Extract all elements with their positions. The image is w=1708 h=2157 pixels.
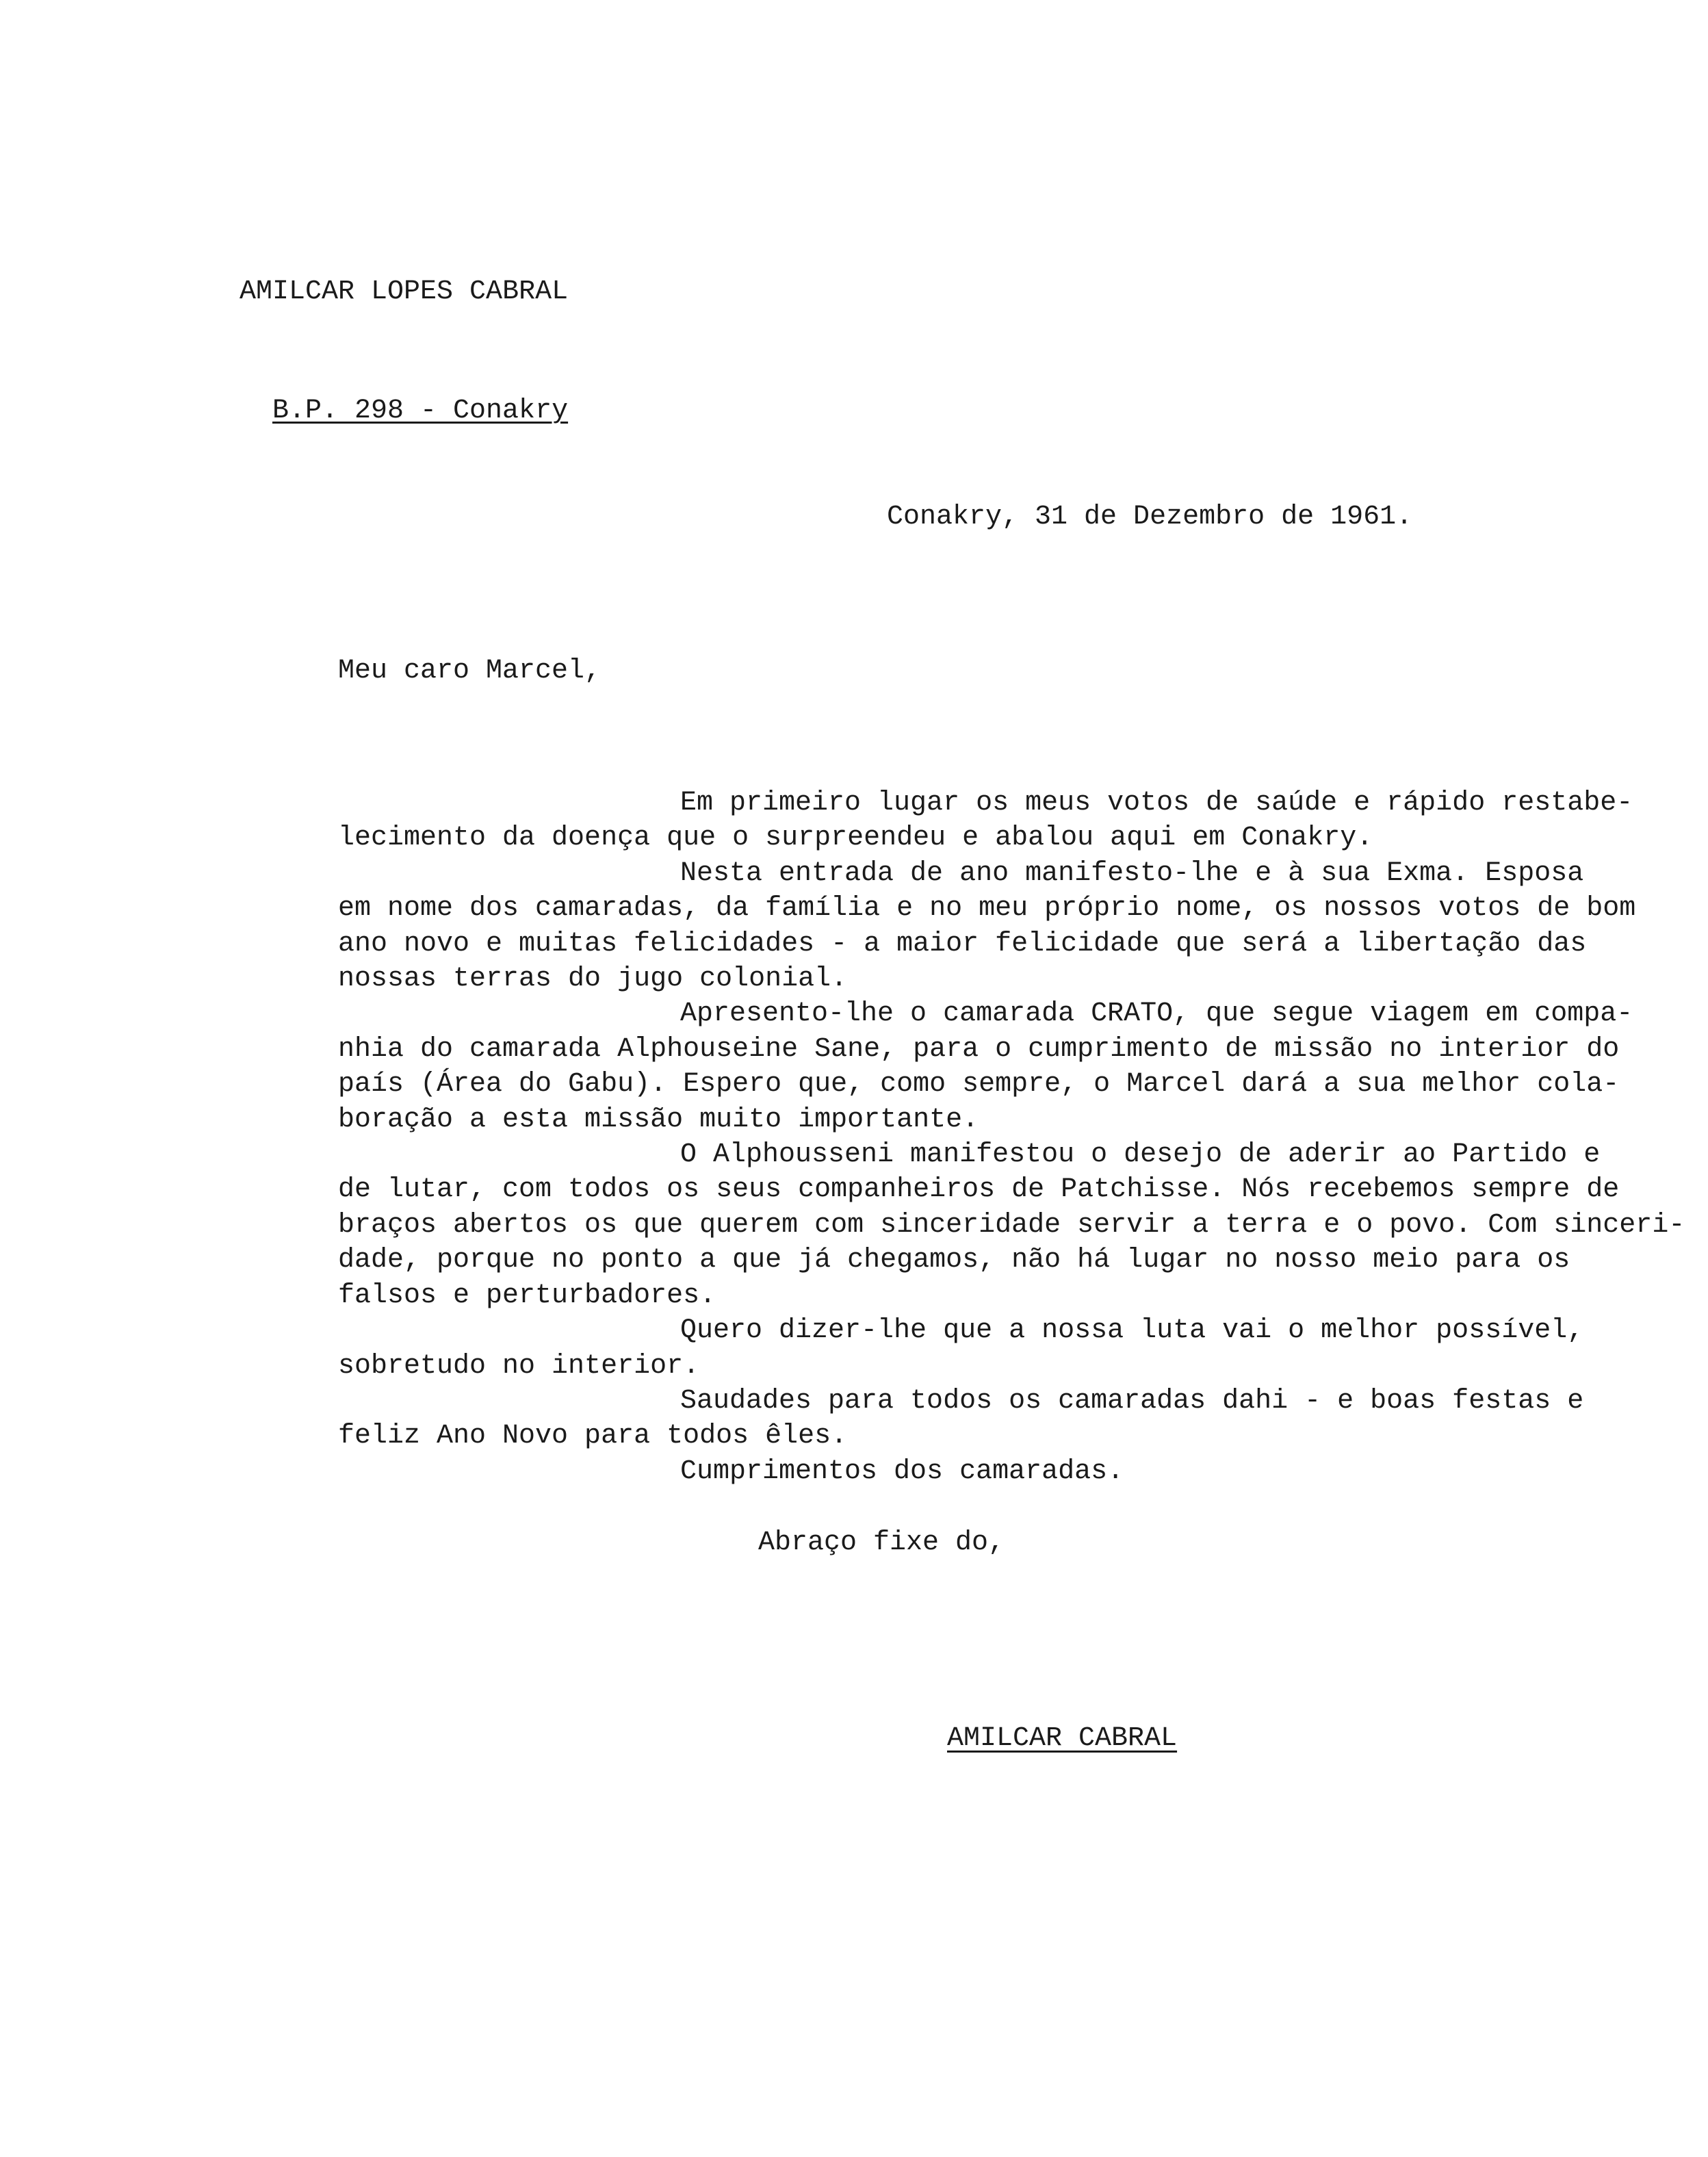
body-line: Cumprimentos dos camaradas. (680, 1456, 1124, 1487)
sender-block (240, 193, 568, 511)
body-line: braços abertos os que querem com sinceridade servir a terra e o povo. Com sinceri- (338, 1209, 1685, 1241)
body-line: falsos e perturbadores. (338, 1280, 716, 1311)
body-line: O Alphousseni manifestou o desejo de aderir ao Partido e (680, 1139, 1601, 1171)
signature: AMILCAR CABRAL (947, 1723, 1178, 1754)
body-line: de lutar, com todos os seus companheiros de Patchisse. Nós recebemos sempre de (338, 1174, 1620, 1206)
body-line: país (Área do Gabu). Espero que, como sempre, o Marcel dará a sua melhor cola- (338, 1069, 1620, 1100)
body-line: feliz Ano Novo para todos êles. (338, 1421, 848, 1452)
salutation: Meu caro Marcel, (338, 656, 601, 686)
sender-address: B.P. 298 - Conakry (272, 396, 569, 426)
body-line: Em primeiro lugar os meus votos de saúde e rápido restabe- (680, 788, 1633, 818)
sender-name: AMILCAR LOPES CABRAL (240, 276, 569, 307)
body-line: Apresento-lhe o camarada CRATO, que segue viagem em compa- (680, 998, 1633, 1030)
body-line: em nome dos camaradas, da família e no meu próprio nome, os nossos votos de bom (338, 893, 1636, 925)
body-line: nossas terras do jugo colonial. (338, 964, 848, 995)
body-line: lecimento da doença que o surpreendeu e abalou aqui em Conakry. (338, 823, 1373, 854)
body-line: Quero dizer-lhe que a nossa luta vai o melhor possível, (680, 1315, 1584, 1347)
body-line: dade, porque no ponto a que já chegamos, não há lugar no nosso meio para os (338, 1245, 1570, 1276)
letter-body (338, 786, 1685, 1489)
body-line: sobretudo no interior. (338, 1350, 700, 1382)
body-line: Nesta entrada de ano manifesto-lhe e à sua Exma. Esposa (680, 857, 1584, 889)
body-line: ano novo e muitas felicidades - a maior felicidade que será a libertação das (338, 928, 1587, 959)
closing: Abraço fixe do, (758, 1527, 1005, 1558)
body-line: Saudades para todos os camaradas dahi - e boas festas e (680, 1385, 1584, 1417)
body-line: boração a esta missão muito importante. (338, 1104, 979, 1135)
body-line: nhia do camarada Alphouseine Sane, para o cumprimento de missão no interior do (338, 1033, 1620, 1065)
date-line: Conakry, 31 de Dezembro de 1961. (887, 502, 1413, 532)
